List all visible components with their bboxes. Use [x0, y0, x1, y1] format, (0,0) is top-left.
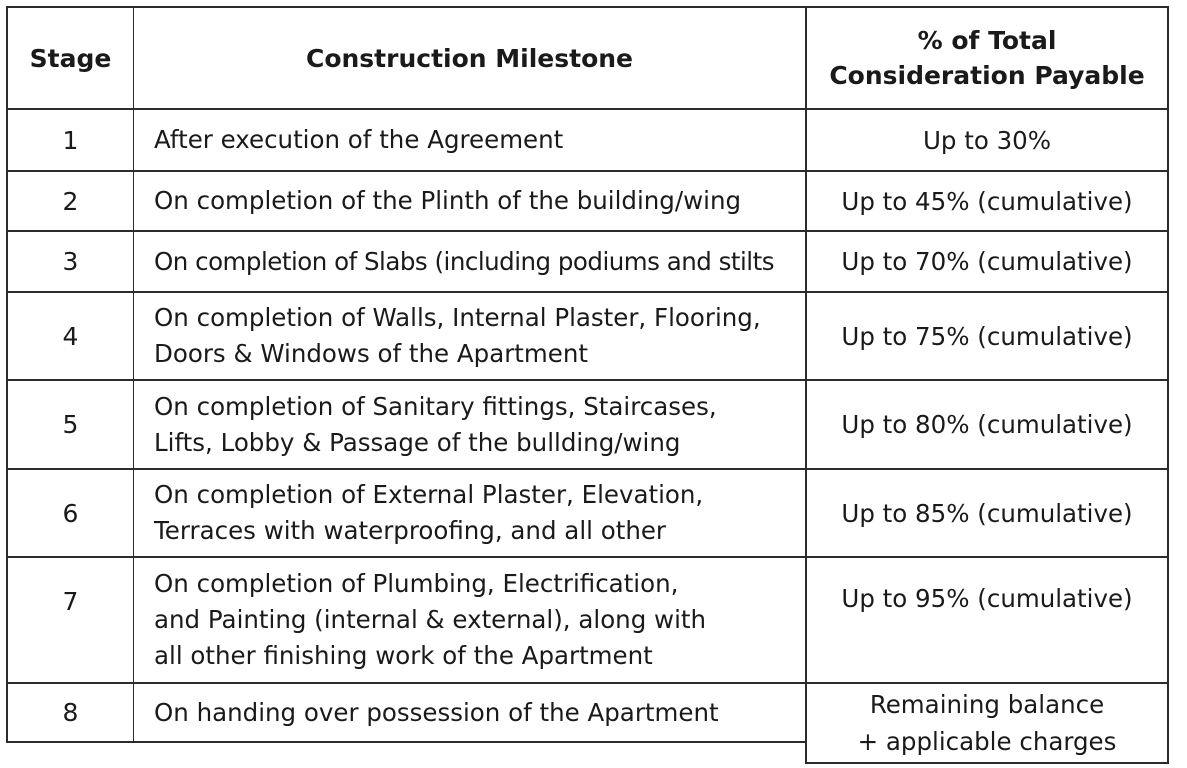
row-2-stage: 2: [62, 186, 79, 216]
row-6-milestone: On completion of External Plaster, Elevation, Terraces with waterproofing, and all other: [154, 480, 704, 545]
row-7-stage: 7: [62, 586, 79, 616]
table-border-right: [1167, 6, 1169, 764]
row-3-milestone: On completion of Slabs (including podiums and stilts: [154, 246, 774, 276]
row-5-stage: 5: [62, 410, 79, 439]
row-2-milestone: On completion of the Plinth of the building/wing: [154, 186, 742, 215]
row-3-payable: Up to 70% (cumulative): [841, 247, 1133, 276]
row-4-payable: Up to 75% (cumulative): [841, 321, 1133, 351]
row-1-payable: Up to 30%: [922, 125, 1052, 155]
row-5-payable: Up to 80% (cumulative): [841, 410, 1133, 439]
header-stage: Stage: [29, 43, 112, 73]
row-3-stage: 3: [62, 247, 79, 276]
header-percent-payable: % of Total Consideration Payable: [829, 26, 1145, 90]
row-2-payable: Up to 45% (cumulative): [841, 186, 1133, 216]
row-1-milestone: After execution of the Agreement: [154, 125, 564, 154]
row-6-payable: Up to 85% (cumulative): [841, 498, 1133, 528]
row-8-stage: 8: [62, 698, 79, 727]
row-8-payable: Remaining balance + applicable charges: [857, 690, 1117, 756]
header-construction-milestone: Construction Milestone: [305, 43, 634, 73]
row-4-milestone: On completion of Walls, Internal Plaster, Flooring, Doors & Windows of the Apartment: [154, 303, 761, 368]
row-1-stage: 1: [62, 125, 79, 155]
table-border-bottom-right: [805, 762, 1169, 764]
row-7-payable: Up to 95% (cumulative): [841, 584, 1133, 613]
row-7-milestone: On completion of Plumbing, Electrification, and Painting (internal & external), along with all other finishing work of the Apartment: [154, 569, 707, 670]
row-8-milestone: On handing over possession of the Apartment: [154, 697, 719, 727]
row-6-stage: 6: [62, 498, 79, 528]
row-4-stage: 4: [62, 321, 79, 351]
row-5-milestone: On completion of Sanitary fittings, Staircases, Lifts, Lobby & Passage of the bullding/wing: [154, 391, 717, 457]
table-border-bottom-left: [6, 741, 806, 743]
